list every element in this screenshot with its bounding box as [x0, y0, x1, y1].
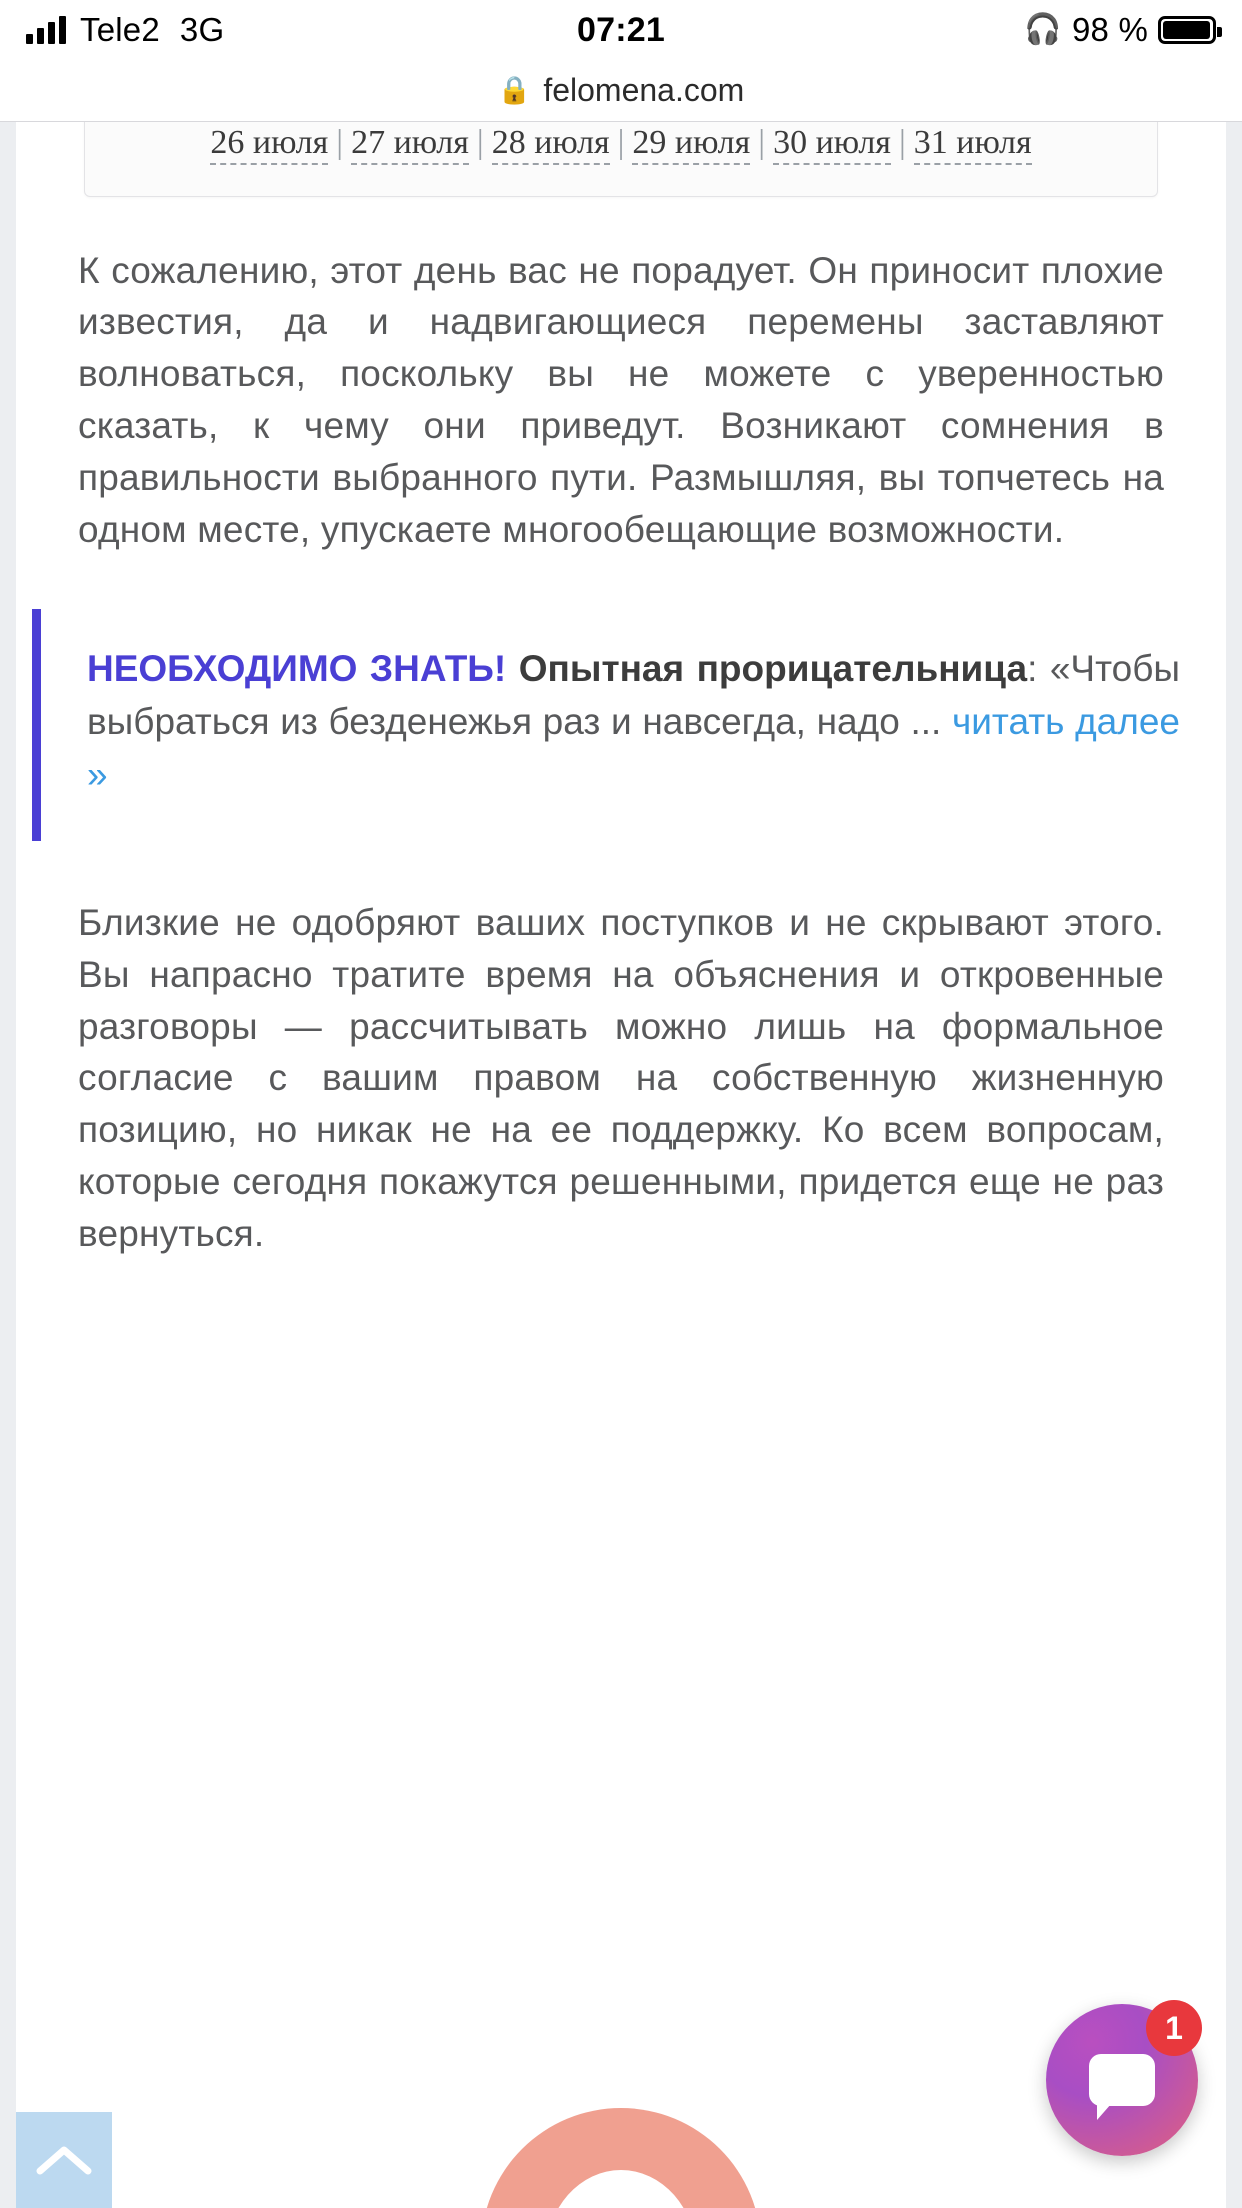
date-link-27[interactable]: 27 июля	[351, 124, 469, 165]
date-link-29[interactable]: 29 июля	[632, 124, 750, 165]
chat-unread-badge: 1	[1146, 2000, 1202, 2056]
date-separator: |	[476, 124, 484, 161]
date-separator: |	[336, 124, 344, 161]
lock-icon: 🔒	[497, 75, 532, 105]
callout-body: : «Чтобы выбраться из безденежья раз и навсегда, надо ...	[87, 648, 1180, 742]
clock-label: 07:21	[577, 10, 665, 49]
callout-label: НЕОБХОДИМО ЗНАТЬ!	[87, 648, 507, 690]
chat-widget-button[interactable]	[1046, 2004, 1198, 2156]
status-bar-left	[26, 11, 577, 49]
callout-block	[32, 609, 1226, 841]
url-text: felomena.com	[543, 72, 745, 108]
date-link-26[interactable]: 26 июля	[210, 124, 328, 165]
decorative-illustration	[481, 2108, 761, 2208]
status-bar-right	[665, 11, 1216, 49]
battery-icon	[1158, 16, 1216, 44]
article-paragraph-2: Близкие не одобряют ваших поступков и не скрывают этого. Вы напрасно тратите время на объяснения и откровенные разговоры — рассчитывать можно лишь на формальное согласие с вашим правом на собственную жизненную позицию, но никак не на ее поддержку. Ко всем вопросам, которые сегодня покажутся решенными, придется еще не раз вернуться.	[78, 902, 1164, 1254]
scroll-to-top-button[interactable]	[16, 2112, 112, 2208]
article-container	[16, 122, 1226, 2208]
article-paragraph-1: К сожалению, этот день вас не порадует. Он приносит плохие известия, да и надвигающиеся перемены заставляют волноваться, поскольку вы не можете с уверенностью сказать, к чему они приведут. Возникают сомнения в правильности выбранного пути. Размышляя, вы топчетесь на одном месте, упускаете многообещающие возможности.	[78, 249, 1164, 550]
date-link-30[interactable]: 30 июля	[773, 124, 891, 165]
browser-url-bar[interactable]	[0, 60, 1242, 122]
date-separator: |	[758, 124, 766, 161]
illustration-shape	[481, 2108, 761, 2208]
status-bar	[0, 0, 1242, 60]
web-page-viewport[interactable]	[0, 122, 1242, 2208]
network-type-label: 3G	[179, 11, 225, 48]
date-links-row	[109, 122, 1133, 170]
battery-percent-label: 98 %	[1071, 11, 1148, 48]
signal-bars-icon	[26, 16, 66, 44]
callout-strong: Опытная прорицательница	[518, 648, 1028, 690]
chevron-up-icon	[36, 2143, 92, 2177]
carrier-label: Tele2	[80, 11, 160, 48]
date-link-28[interactable]: 28 июля	[492, 124, 610, 165]
callout-text	[87, 643, 1180, 801]
chat-bubble-icon	[1089, 2054, 1155, 2106]
headphones-icon: 🎧	[1024, 13, 1062, 46]
date-separator: |	[898, 124, 906, 161]
illustration-inner	[546, 2170, 696, 2208]
date-link-31[interactable]: 31 июля	[914, 124, 1032, 165]
callout-read-more-link[interactable]: читать далее »	[87, 701, 1181, 795]
date-links-box	[84, 122, 1158, 197]
date-separator: |	[617, 124, 625, 161]
